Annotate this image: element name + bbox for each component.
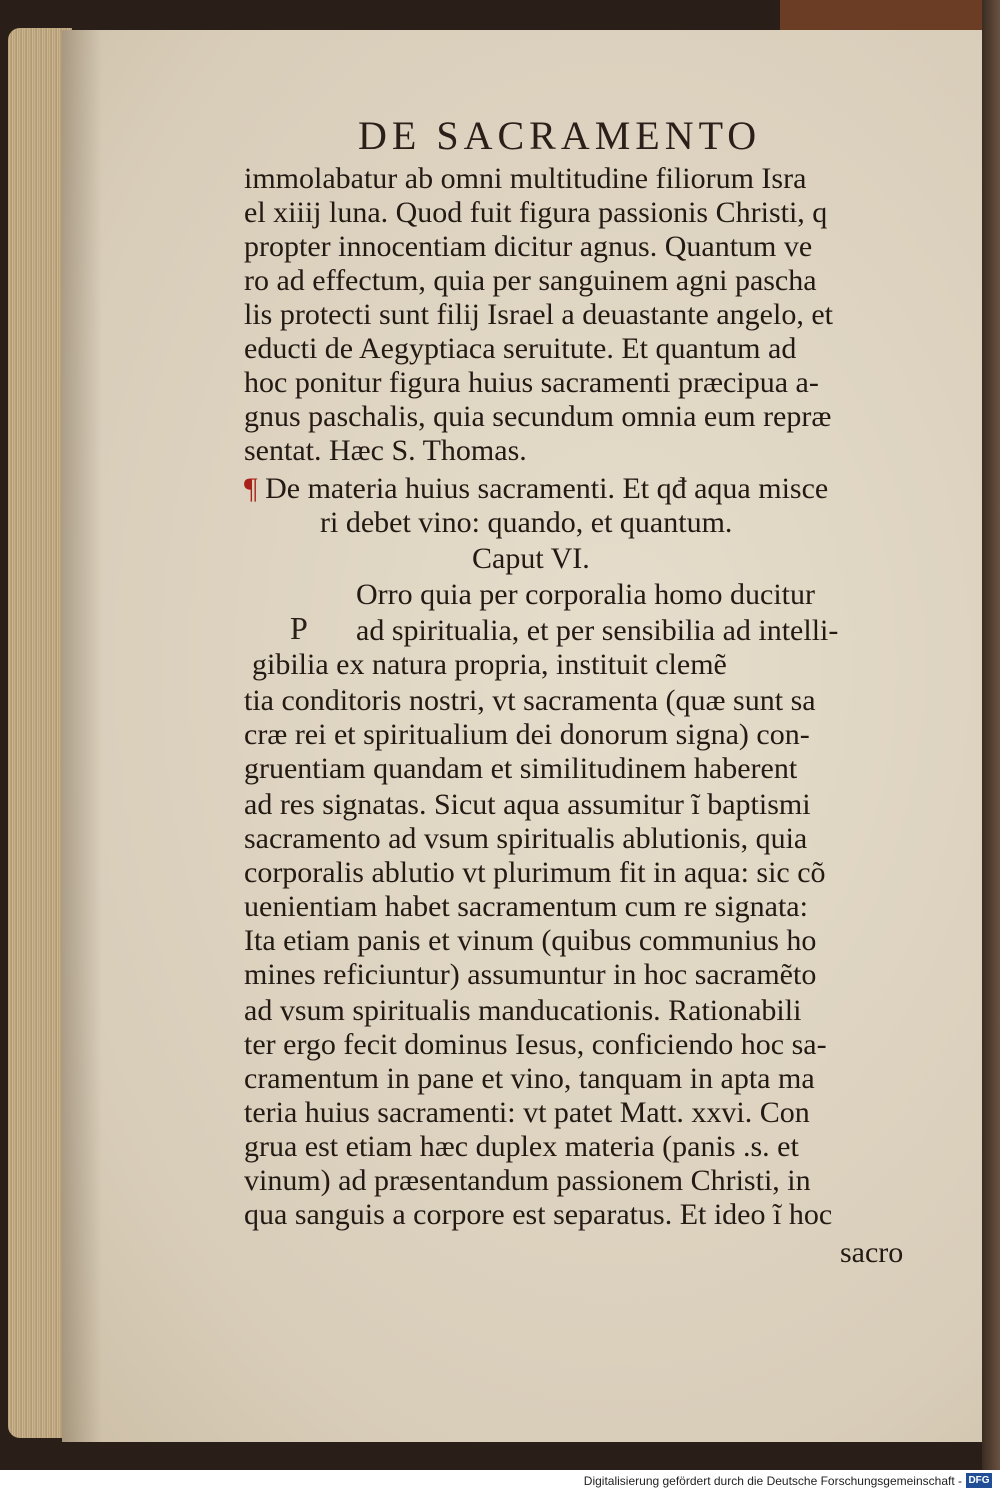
pilcrow-mark: ¶ bbox=[244, 472, 258, 505]
footer-credit: Digitalisierung gefördert durch die Deutsche Forschungsgemeinschaft - bbox=[583, 1474, 962, 1488]
text-line: mines reficiuntur) assumuntur in hoc sacramẽto bbox=[244, 958, 817, 991]
text-line: teria huius sacramenti: vt patet Matt. xxvi. Con bbox=[244, 1096, 810, 1129]
chapter-heading: Caput VI. bbox=[472, 542, 590, 575]
text-line: sentat. Hæc S. Thomas. bbox=[244, 434, 527, 467]
chapter-rubric-line bbox=[244, 472, 828, 506]
running-head: DE SACRAMENTO bbox=[358, 113, 762, 158]
text-line: gnus paschalis, quia secundum omnia eum repræ bbox=[244, 400, 832, 433]
text-line: tia conditoris nostri, vt sacramenta (quæ sunt sa bbox=[244, 684, 816, 717]
text-line: gruentiam quandam et similitudinem haberent bbox=[244, 752, 798, 785]
text-line: gibilia ex natura propria, instituit clemẽ bbox=[252, 648, 727, 681]
text-line: sacramento ad vsum spiritualis ablutionis, quia bbox=[244, 822, 808, 855]
catchword: sacro bbox=[840, 1236, 904, 1269]
text-line: Orro quia per corporalia homo ducitur bbox=[356, 578, 816, 611]
spine-shadow bbox=[62, 30, 102, 1442]
text-line: hoc ponitur figura huius sacramenti præcipua a- bbox=[244, 366, 819, 399]
text-line: qua sanguis a corpore est separatus. Et ideo ĩ hoc bbox=[244, 1198, 833, 1231]
guide-letter-initial: P bbox=[290, 610, 308, 646]
footer-bar bbox=[0, 1470, 1000, 1492]
text-line: el xiiij luna. Quod fuit figura passionis Christi, q bbox=[244, 196, 828, 229]
text-line: propter innocentiam dicitur agnus. Quantum ve bbox=[244, 230, 813, 263]
text-line: lis protecti sunt filij Israel a deuastante angelo, et bbox=[244, 298, 833, 331]
text-line: ri debet vino: quando, et quantum. bbox=[320, 506, 733, 539]
text-line: educti de Aegyptiaca seruitute. Et quantum ad bbox=[244, 332, 797, 365]
text-line: corporalis ablutio vt plurimum fit in aqua: sic cõ bbox=[244, 856, 826, 889]
text-line: Ita etiam panis et vinum (quibus communius ho bbox=[244, 924, 817, 957]
chapter-rubric-text: De materia huius sacramenti. Et qđ aqua misce bbox=[265, 472, 829, 505]
text-line: ad spiritualia, et per sensibilia ad intelli- bbox=[356, 614, 839, 647]
text-line: immolabatur ab omni multitudine filiorum Isra bbox=[244, 162, 807, 195]
text-line: ter ergo fecit dominus Iesus, conficiendo hoc sa- bbox=[244, 1028, 827, 1061]
text-line: ad vsum spiritualis manducationis. Rationabili bbox=[244, 994, 802, 1027]
right-book-edge bbox=[982, 0, 1000, 1470]
text-line: uenientiam habet sacramentum cum re signata: bbox=[244, 890, 808, 923]
text-line: grua est etiam hæc duplex materia (panis .s. et bbox=[244, 1130, 799, 1163]
dfg-logo: DFG bbox=[966, 1473, 992, 1488]
text-line: ad res signatas. Sicut aqua assumitur ĩ baptismi bbox=[244, 788, 811, 821]
text-line: vinum) ad præsentandum passionem Christi, in bbox=[244, 1164, 811, 1197]
text-line: cræ rei et spiritualium dei donorum signa) con- bbox=[244, 718, 810, 751]
text-line: ro ad effectum, quia per sanguinem agni pascha bbox=[244, 264, 817, 297]
text-line: cramentum in pane et vino, tanquam in apta ma bbox=[244, 1062, 815, 1095]
binding-cloth bbox=[780, 0, 1000, 30]
